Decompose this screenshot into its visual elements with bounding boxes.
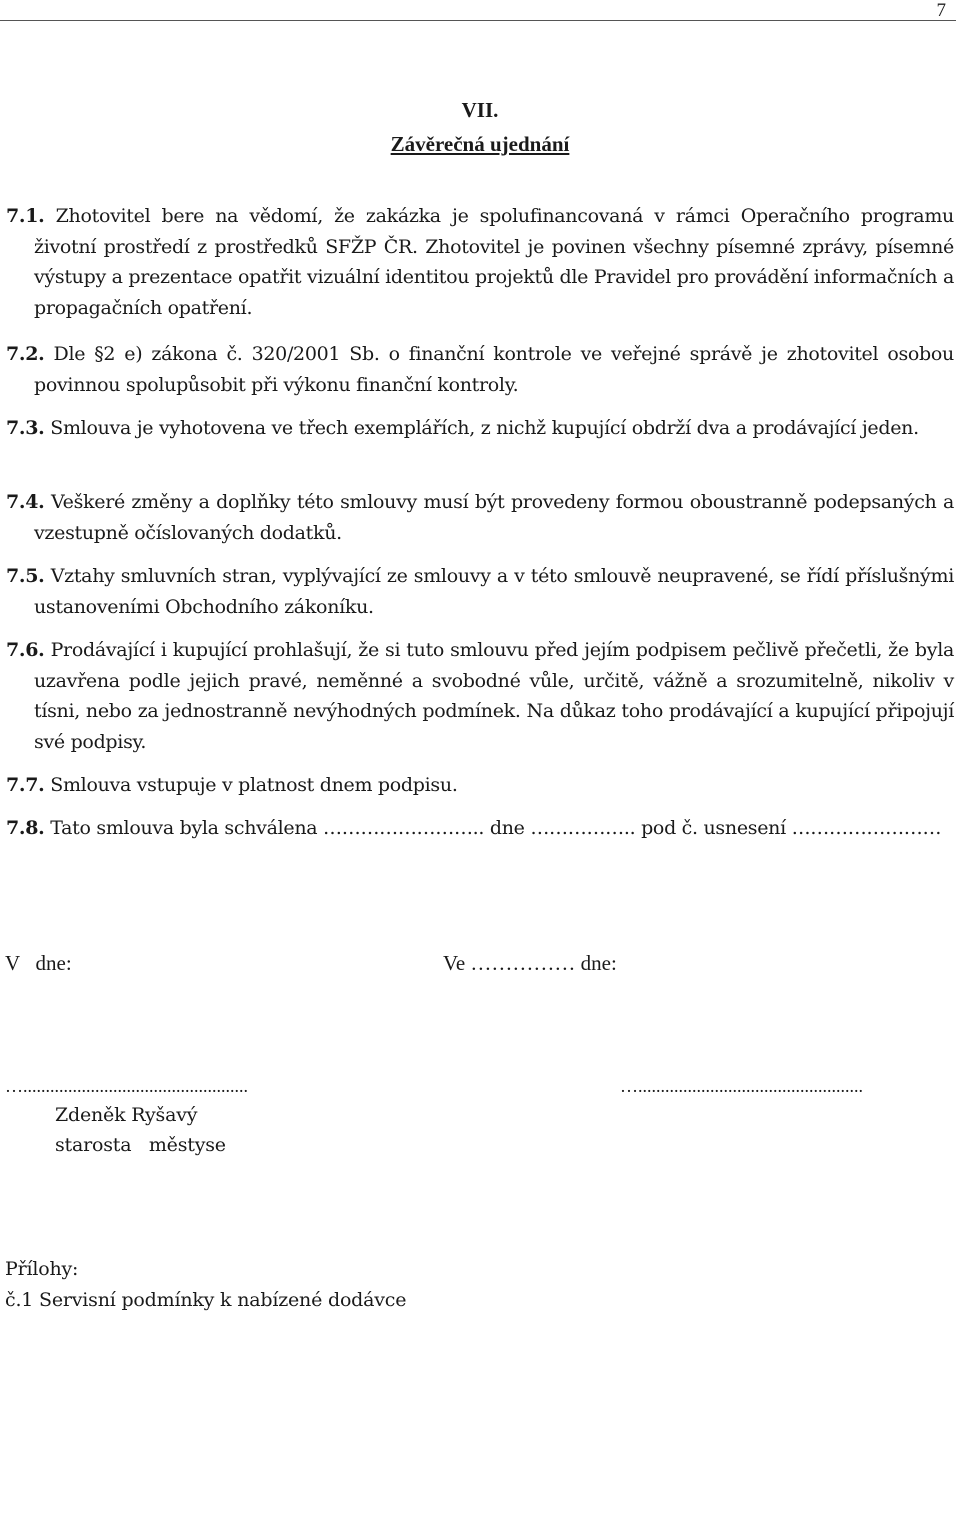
paragraph-text: Veškeré změny a doplňky této smlouvy musí být provedeny formou oboustranně podepsaných a vzestupně očíslovaných dodatků. bbox=[34, 491, 954, 544]
paragraph-number: 7.1. bbox=[6, 205, 45, 227]
paragraph-number: 7.2. bbox=[6, 343, 45, 365]
paragraph-number: 7.8. bbox=[6, 817, 45, 839]
paragraph-7-6 bbox=[6, 635, 954, 757]
page-number: 7 bbox=[936, 0, 946, 21]
paragraph-7-8 bbox=[6, 813, 954, 844]
paragraph-7-5 bbox=[6, 561, 954, 622]
paragraph-text: Tato smlouva byla schválena …………………….. dne …………….. pod č. usnesení …………………… bbox=[50, 817, 942, 839]
signatory-name: Zdeněk Ryšavý bbox=[55, 1104, 198, 1126]
signature-line-left: ….................................................. bbox=[5, 1076, 248, 1096]
attachment-item: č.1 Servisní podmínky k nabízené dodávce bbox=[5, 1289, 407, 1311]
paragraph-text: Vztahy smluvních stran, vyplývající ze smlouvy a v této smlouvě neupravené, se řídí příslušnými ustanoveními Obchodního zákoníku. bbox=[34, 565, 954, 618]
place-date-right: Ve …………… dne: bbox=[443, 951, 617, 975]
paragraph-7-7 bbox=[6, 770, 954, 801]
paragraph-number: 7.6. bbox=[6, 639, 45, 661]
paragraph-7-4 bbox=[6, 487, 954, 548]
paragraph-text: Zhotovitel bere na vědomí, že zakázka je spolufinancovaná v rámci Operačního programu životní prostředí z prostředků SFŽP ČR. Zhotovitel je povinen všechny písemné zprávy, písemné výstupy a prezentace opatřit vizuální identitou projektů dle Pravidel pro provádění informačních a propagačních opatření. bbox=[34, 205, 954, 319]
paragraph-number: 7.4. bbox=[6, 491, 45, 513]
signatory-role: starosta městyse bbox=[55, 1134, 226, 1156]
paragraph-7-2 bbox=[6, 339, 954, 400]
attachments-label: Přílohy: bbox=[5, 1258, 79, 1280]
paragraph-number: 7.7. bbox=[6, 774, 45, 796]
paragraph-number: 7.3. bbox=[6, 417, 45, 439]
paragraph-7-1 bbox=[6, 201, 954, 323]
paragraph-number: 7.5. bbox=[6, 565, 45, 587]
section-title: Závěrečná ujednání bbox=[390, 132, 570, 156]
paragraph-7-3 bbox=[6, 413, 954, 444]
place-date-left: V dne: bbox=[5, 951, 72, 975]
paragraph-text: Smlouva je vyhotovena ve třech exemplářích, z nichž kupující obdrží dva a prodávající jeden. bbox=[50, 417, 919, 439]
paragraph-text: Prodávající i kupující prohlašují, že si tuto smlouvu před jejím podpisem pečlivě přečetli, že byla uzavřena podle jejich pravé, neměnné a svobodné vůle, určitě, vážně a srozumitelně, nikoliv v tísni, nebo za jednostranně nevýhodných podmínek. Na důkaz toho prodávající a kupující připojují své podpisy. bbox=[34, 639, 954, 753]
header-rule bbox=[0, 20, 956, 21]
paragraph-text: Smlouva vstupuje v platnost dnem podpisu. bbox=[50, 774, 458, 796]
section-number: VII. bbox=[461, 98, 499, 122]
paragraph-text: Dle §2 e) zákona č. 320/2001 Sb. o finanční kontrole ve veřejné správě je zhotovitel osobou povinnou spolupůsobit při výkonu finanční kontroly. bbox=[34, 343, 954, 396]
signature-line-right: ….................................................. bbox=[620, 1076, 863, 1096]
